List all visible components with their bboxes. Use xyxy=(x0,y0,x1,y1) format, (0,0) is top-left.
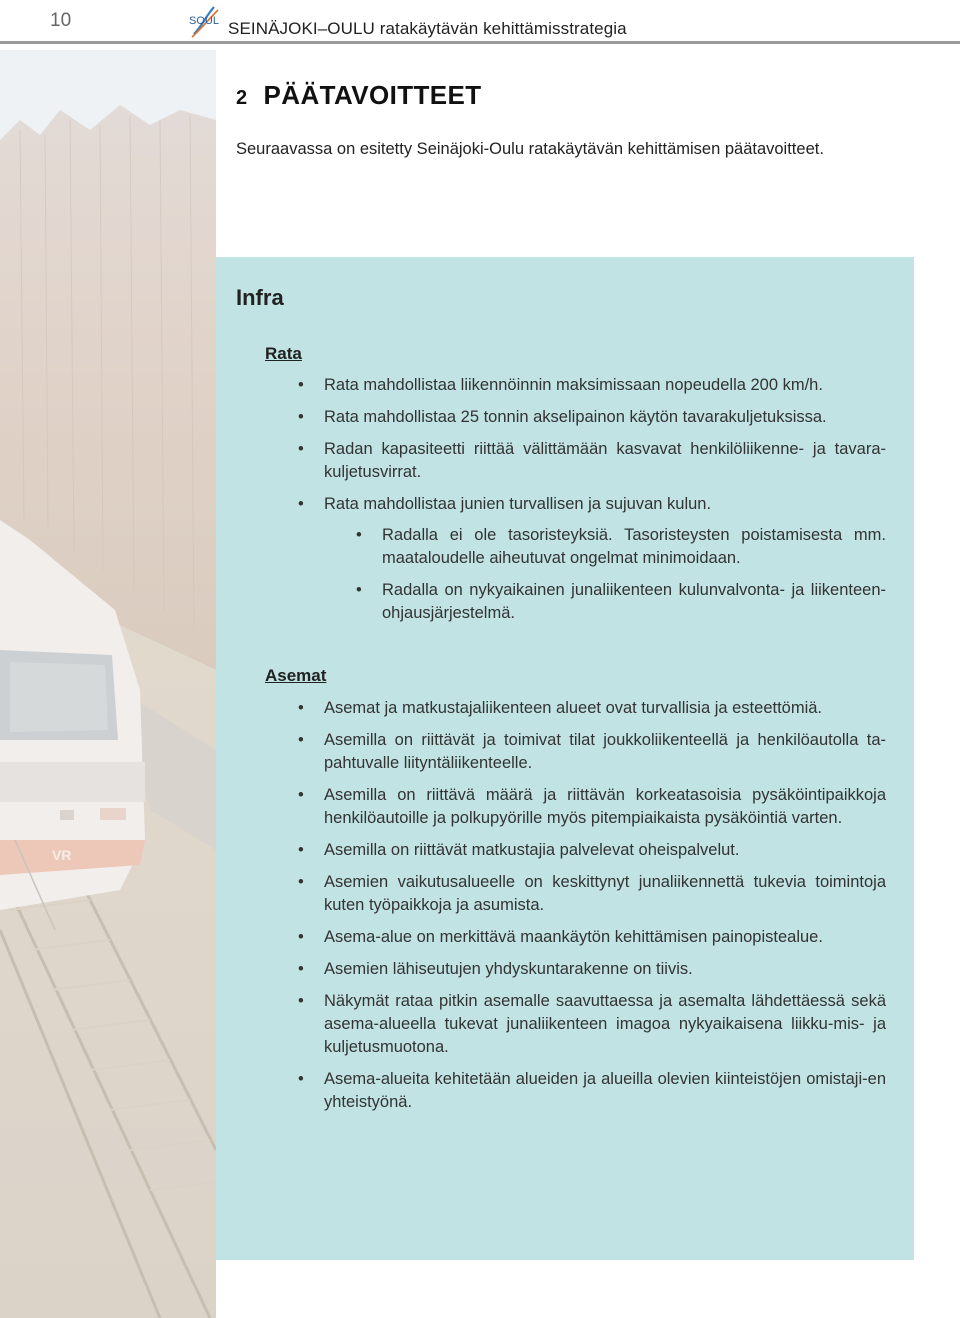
chapter-number: 2 xyxy=(236,87,248,109)
header-rule xyxy=(0,41,960,44)
train-logo: VR xyxy=(52,847,72,863)
list-item: • Näkymät rataa pitkin asemalle saavuttaessa ja asemalta lähdettäessä sekä asema-alueella tukevat junaliikenteen imagoa nykyaikaisena liikku-mis- ja kuljetusmuotona. xyxy=(324,990,886,1059)
list-item: • Asemilla on riittävä määrä ja riittävän korkeatasoisia pysäköintipaikkoja henkilöautoille ja polkupyörille myös pitempiaikaista pysäköintiä varten. xyxy=(324,784,886,830)
rata-heading: Rata xyxy=(265,344,302,363)
rata-list xyxy=(324,374,886,525)
panel-title: Infra xyxy=(236,285,284,310)
running-title: SEINÄJOKI–OULU ratakäytävän kehittämisstrategia xyxy=(228,19,627,38)
list-item: • Asemilla on riittävät ja toimivat tilat joukkoliikenteellä ja henkilöautolla ta-pahtuvalle liityntäliikenteelle. xyxy=(324,729,886,775)
rata-sublist xyxy=(382,524,886,634)
list-item: • Radalla ei ole tasoristeyksiä. Tasoristeysten poistamisesta mm. maataloudelle aiheutuvat ongelmat minimoidaan. xyxy=(382,524,886,570)
page-header xyxy=(0,0,960,46)
asemat-list xyxy=(324,697,886,1123)
list-item: • Asemilla on riittävät matkustajia palvelevat oheispalvelut. xyxy=(324,839,886,862)
list-item: • Rata mahdollistaa 25 tonnin akselipainon käytön tavarakuljetuksissa. xyxy=(324,406,886,429)
list-item: • Asemien vaikutusalueelle on keskittynyt junaliikennettä tukevia toimintoja kuten työpaikkoja ja asumista. xyxy=(324,871,886,917)
logo-text: SOUL xyxy=(189,15,219,27)
intro-paragraph: Seuraavassa on esitetty Seinäjoki-Oulu ratakäytävän kehittämisen päätavoitteet. xyxy=(236,140,824,158)
page-number: 10 xyxy=(50,10,72,31)
asemat-heading: Asemat xyxy=(265,666,327,685)
list-item: • Radalla on nykyaikainen junaliikenteen kulunvalvonta- ja liikenteen-ohjausjärjestelmä. xyxy=(382,579,886,625)
list-item: • Rata mahdollistaa liikennöinnin maksimissaan nopeudella 200 km/h. xyxy=(324,374,886,397)
list-item: • Radan kapasiteetti riittää välittämään kasvavat henkilöliikenne- ja tavara-kuljetusvirrat. xyxy=(324,438,886,484)
list-item: • Asema-alue on merkittävä maankäytön kehittämisen painopistealue. xyxy=(324,926,886,949)
chapter-heading xyxy=(236,80,482,111)
list-item: • Asema-alueita kehitetään alueiden ja alueilla olevien kiinteistöjen omistaji-en yhteistyönä. xyxy=(324,1068,886,1114)
railway-photo xyxy=(0,50,216,1318)
list-item: • Asemien lähiseutujen yhdyskuntarakenne on tiivis. xyxy=(324,958,886,981)
soul-logo xyxy=(188,4,220,38)
list-item: • Rata mahdollistaa junien turvallisen ja sujuvan kulun. xyxy=(324,493,886,516)
list-item: • Asemat ja matkustajaliikenteen alueet ovat turvallisia ja esteettömiä. xyxy=(324,697,886,720)
chapter-title: PÄÄTAVOITTEET xyxy=(263,80,482,110)
